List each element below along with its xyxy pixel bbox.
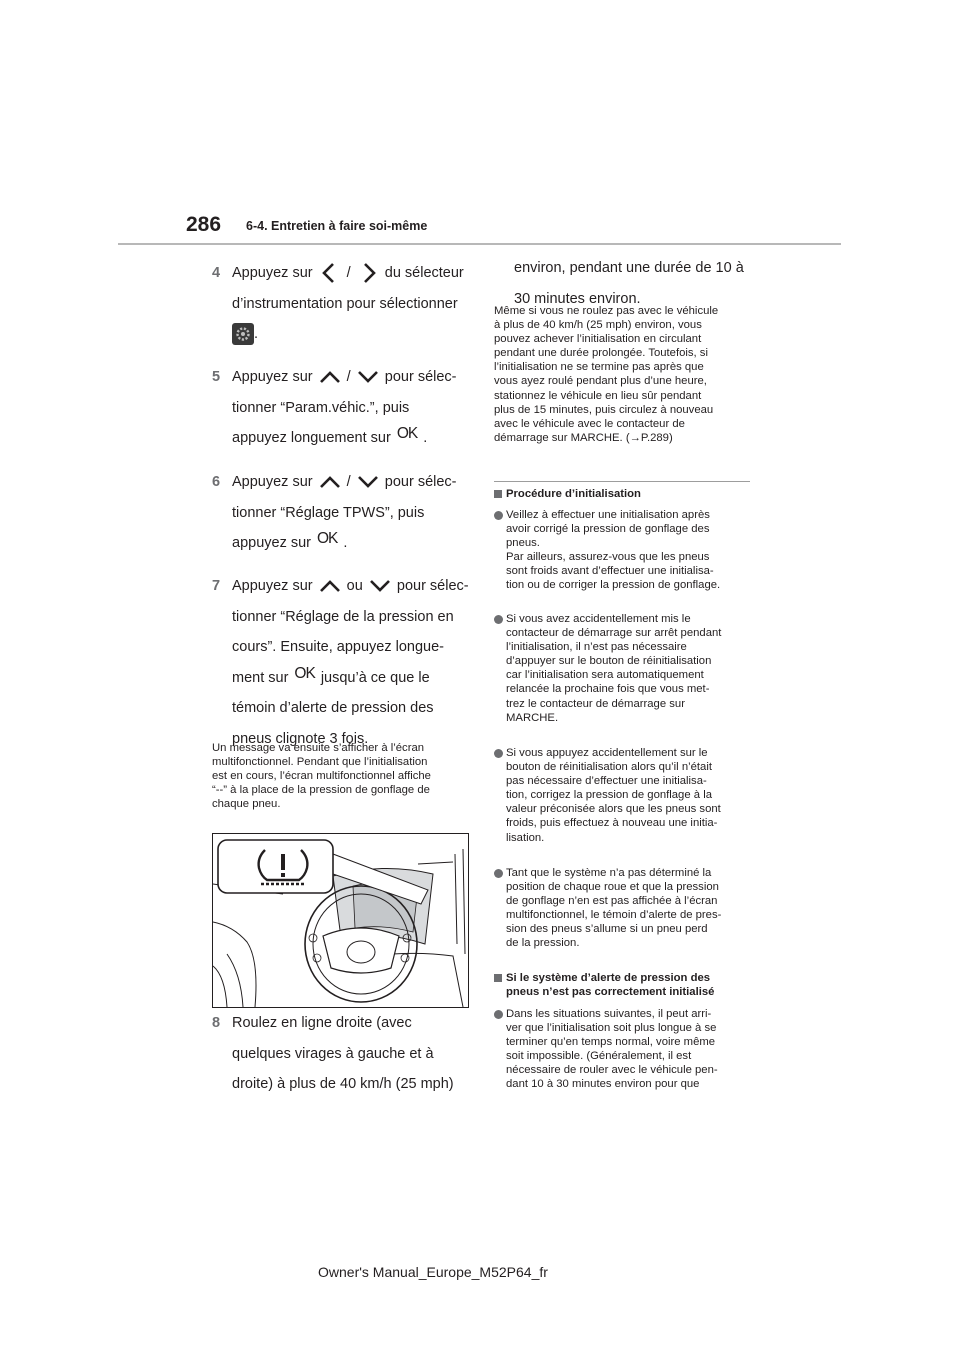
bullet-line: terminer qu’en temps normal, voire même — [506, 1036, 716, 1049]
note-line: chaque pneu. — [212, 798, 281, 811]
bullet-line: sont froids avant d’effectuer une initialisa- — [506, 565, 714, 578]
footer-manual-id: Owner's Manual_Europe_M52P64_fr — [318, 1264, 548, 1280]
section-title: 6-4. Entretien à faire soi-même — [246, 219, 428, 233]
bullet-line: Dans les situations suivantes, il peut arri- — [506, 1008, 712, 1020]
step-text: . — [343, 535, 348, 551]
bullet-line: pas nécessaire d’effectuer une initialisa- — [506, 775, 707, 788]
step-text: ment sur — [232, 669, 289, 686]
bullet-line: lisation. — [506, 831, 545, 844]
bullet-line: trez le contacteur de démarrage sur — [506, 697, 685, 710]
bullet-line: sion des pneus s’allume si un pneu perd — [506, 923, 708, 936]
step-text: 30 minutes environ. — [514, 290, 641, 307]
step-7 — [212, 571, 474, 754]
step-text: pour sélec- — [384, 474, 457, 490]
circle-bullet-icon — [494, 511, 503, 520]
note-line: “--” à la place de la pression de gonflage de — [212, 784, 430, 797]
chevron-down-icon — [355, 367, 381, 387]
bullet-line: dant 10 à 30 minutes environ pour que — [506, 1078, 700, 1091]
step-text: Roulez en ligne droite (avec — [232, 1015, 412, 1031]
step-4 — [212, 258, 474, 350]
note-line: Même si vous ne roulez pas avec le véhicule — [494, 305, 719, 317]
page-number: 286 — [186, 213, 222, 236]
step-text: témoin d’alerte de pression des — [232, 700, 434, 716]
bullet-line: Si vous avez accidentellement mis le — [506, 613, 691, 625]
bullet-line: tion ou de corriger la pression de gonflage. — [506, 579, 721, 592]
chevron-down-icon — [355, 472, 381, 492]
bullet-line: bouton de réinitialisation alors qu’il n’était — [506, 761, 712, 774]
note-line: vous ayez roulé pendant plus d’une heure, — [494, 375, 707, 388]
ok-button-glyph: OK — [396, 425, 418, 442]
bullet-line: pneus. — [506, 537, 540, 550]
step-text: / — [346, 265, 351, 281]
bullet-line: contacteur de démarrage sur arrêt pendant — [506, 627, 722, 640]
bullet-line: d’appuyer sur le bouton de réinitialisation — [506, 655, 712, 668]
step-text: Appuyez sur — [232, 265, 313, 281]
step-text: appuyez sur — [232, 535, 311, 551]
step-text: pour sélec- — [396, 578, 469, 594]
note-line: l’initialisation ne se termine pas après que — [494, 361, 704, 374]
circle-bullet-icon — [494, 869, 503, 878]
step-text: cours”. Ensuite, appuyez longue- — [232, 639, 444, 655]
bullet-line: tion, corrigez la pression de gonflage à la — [506, 789, 712, 802]
step-8 — [212, 1008, 474, 1100]
step-text: environ, pendant une durée de 10 à — [514, 260, 744, 276]
step-number: 7 — [212, 578, 221, 594]
bullet-item — [494, 612, 754, 725]
note-line: pouvez achever l’initialisation en circulant — [494, 333, 702, 346]
note-line: à plus de 40 km/h (25 mph) environ, vous — [494, 319, 702, 332]
chevron-down-icon — [367, 576, 393, 596]
chevron-up-icon — [317, 367, 343, 387]
step-text: pour sélec- — [384, 369, 457, 385]
bullet-line: ver que l’initialisation soit plus longue à se — [506, 1022, 717, 1035]
subheading-text: pneus n’est pas correctement initialisé — [506, 986, 715, 999]
section-divider — [494, 481, 750, 482]
step-text: . — [254, 326, 259, 342]
note-line: Un message va ensuite s’afficher à l’écran — [212, 742, 425, 754]
note-line: démarrage sur MARCHE. (→P.289) — [494, 431, 673, 444]
step-text: tionner “Réglage TPWS”, puis — [232, 504, 425, 521]
step-5 — [212, 362, 474, 454]
note-line: avec le véhicule avec le contacteur de — [494, 417, 685, 430]
step-number: 6 — [212, 474, 221, 490]
bullet-line: car l’initialisation sera automatiquement — [506, 669, 704, 682]
step-text: droite) à plus de 40 km/h (25 mph) — [232, 1076, 454, 1092]
note-prolonged-driving — [494, 304, 752, 445]
bullet-line: avoir corrigé la pression de gonflage des — [506, 523, 710, 536]
bullet-line: valeur préconisée alors que les pneus sont — [506, 803, 721, 816]
circle-bullet-icon — [494, 749, 503, 758]
note-line: pendant une durée prolongée. Toutefois, si — [494, 347, 708, 360]
bullet-line: de la pression. — [506, 937, 580, 950]
step-text: / — [346, 369, 351, 385]
bullet-item — [494, 1007, 754, 1092]
step-text: appuyez longuement sur — [232, 430, 391, 446]
circle-bullet-icon — [494, 1010, 503, 1019]
chevron-up-icon — [317, 472, 343, 492]
bullet-line: nécessaire de rouler avec le véhicule pen- — [506, 1064, 718, 1077]
ok-button-glyph: OK — [317, 530, 338, 547]
square-bullet-icon — [494, 974, 502, 982]
step-text: Appuyez sur — [232, 474, 313, 490]
step-text: quelques virages à gauche et à — [232, 1045, 434, 1062]
tpms-dashboard-drawing — [213, 834, 468, 1007]
chevron-right-icon — [355, 261, 381, 285]
step-6 — [212, 467, 474, 559]
bullet-line: froids, puis effectuez à nouveau une initia- — [506, 817, 718, 830]
step-number: 4 — [212, 265, 221, 281]
bullet-line: MARCHE. — [506, 711, 559, 724]
bullet-line: Si vous appuyez accidentellement sur le — [506, 747, 708, 759]
subheading-initialisation-procedure — [494, 487, 641, 501]
note-initialisation-message — [212, 741, 474, 811]
bullet-line: relancée la prochaine fois que vous met- — [506, 683, 710, 696]
bullet-line: soit impossible. (Généralement, il est — [506, 1050, 692, 1063]
step-number: 5 — [212, 369, 221, 385]
step-text: d’instrumentation pour sélectionner — [232, 295, 458, 312]
subheading-text: Si le système d’alerte de pression des — [506, 972, 711, 984]
chevron-left-icon — [317, 261, 343, 285]
note-line: plus de 15 minutes, puis circulez à nouveau — [494, 403, 714, 416]
step-text: pneus clignote 3 fois. — [232, 730, 369, 747]
ok-button-glyph: OK — [294, 664, 315, 682]
step-text: tionner “Réglage de la pression en — [232, 608, 454, 625]
bullet-line: position de chaque roue et que la pression — [506, 881, 719, 894]
subheading-not-initialised — [494, 971, 714, 999]
bullet-line: Veillez à effectuer une initialisation après — [506, 509, 710, 521]
step-text: Appuyez sur — [232, 369, 313, 385]
bullet-line: Par ailleurs, assurez-vous que les pneus — [506, 551, 710, 564]
step-text: / — [346, 474, 351, 490]
note-line: stationnez le véhicule en lieu sûr pendant — [494, 389, 702, 402]
bullet-line: multifonctionnel, le témoin d’alerte de pres- — [506, 909, 722, 922]
bullet-line: de gonflage n’en est pas affichée à l’écran — [506, 895, 718, 908]
step-text: ou — [346, 578, 363, 594]
step-text: Appuyez sur — [232, 578, 313, 594]
chevron-up-icon — [317, 576, 343, 596]
bullet-item — [494, 746, 754, 845]
step-text: tionner “Param.véhic.”, puis — [232, 399, 410, 416]
bullet-item — [494, 866, 754, 951]
step-text: . — [423, 430, 428, 446]
header-divider — [118, 243, 841, 245]
dashboard-illustration — [212, 833, 469, 1008]
settings-gear-icon — [232, 323, 254, 345]
note-line: est en cours, l’écran multifonctionnel affiche — [212, 770, 431, 783]
bullet-line: Tant que le système n’a pas déterminé la — [506, 867, 712, 879]
square-bullet-icon — [494, 490, 502, 498]
note-line: multifonctionnel. Pendant que l’initialisation — [212, 756, 428, 769]
step-text: jusqu’à ce que le — [320, 669, 430, 686]
bullet-item — [494, 508, 754, 593]
subheading-text: Procédure d’initialisation — [506, 488, 641, 500]
circle-bullet-icon — [494, 615, 503, 624]
step-number: 8 — [212, 1015, 221, 1031]
step-text: du sélecteur — [384, 265, 464, 281]
bullet-line: l’initialisation, il n’est pas nécessaire — [506, 641, 687, 654]
